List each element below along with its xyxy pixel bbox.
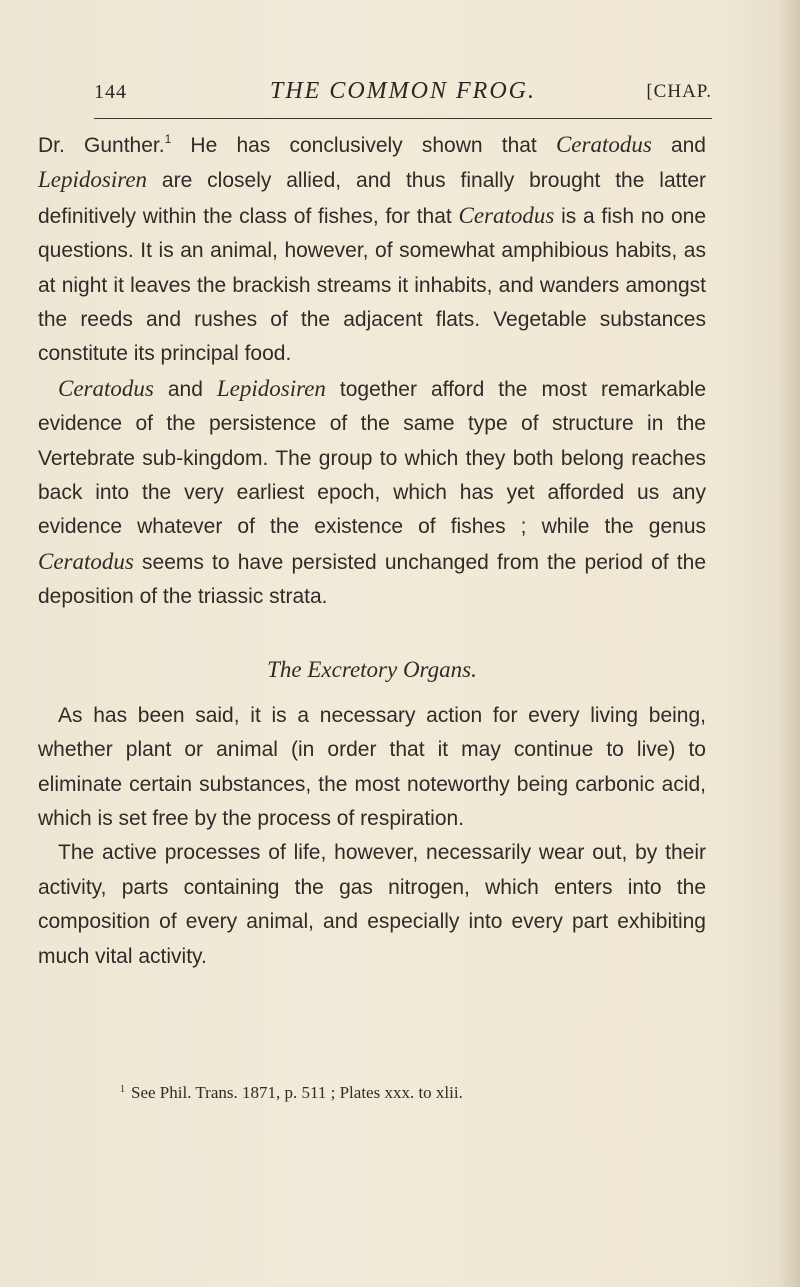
text-run: seems to have persisted unchanged from the period of the deposition of the triassic strata. xyxy=(38,550,706,609)
text-run: are closely allied, and thus finally brought the latter definitively within the class of fishes, for that xyxy=(38,169,706,228)
section-heading: The Excretory Organs. xyxy=(267,656,477,682)
genus-name: Ceratodus xyxy=(458,202,555,228)
genus-name: Lepidosiren xyxy=(38,167,148,193)
paragraph-2 xyxy=(38,372,706,615)
running-title: THE COMMON FROG. xyxy=(270,78,536,104)
genus-name: Ceratodus xyxy=(38,548,134,574)
paragraph-3: As has been said, it is a necessary action for every living being, whether plant or animal (in order that it may continue to live) to eliminate certain substances, the most noteworthy being carbonic acid, which is set free by the process of respiration. xyxy=(38,703,706,830)
text-run: is a fish no one questions. It is an animal, however, of somewhat amphibious habits, as at night it leaves the brackish streams it inhabits, and wanders amongst the reeds and rushes of the adjacent flats. Vegetable substances constitute its principal food. xyxy=(38,204,706,366)
paragraph-4: The active processes of life, however, necessarily wear out, by their activity, parts containing the gas nitrogen, which enters into the composition of every animal, and especially into every part exhibiting much vital activity. xyxy=(38,841,706,968)
genus-name: Ceratodus xyxy=(58,375,154,401)
running-header xyxy=(94,73,712,113)
paragraph-1 xyxy=(38,128,706,372)
text-run: together afford the most remarkable evidence of the persistence of the same type of structure in the Vertebrate sub-kingdom. The group to which they both belong reaches back into the very earliest epoch, which has yet afforded us any evidence whatever of the existence of fishes ; while the genus xyxy=(38,377,706,539)
header-rule xyxy=(94,118,712,119)
body-text xyxy=(38,128,706,974)
page-number: 144 xyxy=(94,81,127,103)
text-run: and xyxy=(153,377,217,401)
footnote xyxy=(120,1083,740,1103)
text-run: He has conclusively shown that xyxy=(171,134,556,157)
page-edge-shadow xyxy=(778,0,800,1287)
chapter-marker: [CHAP. xyxy=(646,81,712,102)
footnote-mark: 1 xyxy=(120,1084,125,1095)
genus-name: Ceratodus xyxy=(555,132,652,157)
footnote-text: See Phil. Trans. 1871, p. 511 ; Plates xxx. to xlii. xyxy=(131,1083,463,1102)
text-run: Dr. Gunther. xyxy=(38,134,165,157)
text-run: and xyxy=(651,134,706,157)
footnote-ref[interactable]: 1 xyxy=(164,132,172,146)
genus-name: Lepidosiren xyxy=(216,375,326,401)
